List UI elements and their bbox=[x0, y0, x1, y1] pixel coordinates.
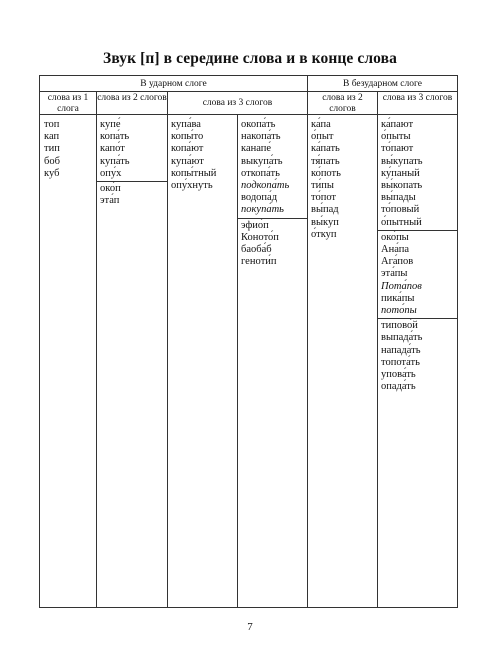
group-unstressed: В безударном слоге bbox=[343, 79, 422, 89]
word-item: топота́ть bbox=[381, 356, 420, 368]
word-item: купа́ют bbox=[171, 155, 204, 167]
word-item: топ bbox=[44, 119, 60, 130]
word-item: эта́пы bbox=[381, 268, 408, 280]
column-3-syllables-a bbox=[171, 119, 216, 192]
column-3-syllables-unstressed bbox=[381, 119, 457, 393]
word-item: око́пы bbox=[381, 231, 409, 243]
word-item: боб bbox=[44, 155, 60, 167]
column-3-syllables-b bbox=[241, 119, 307, 268]
word-item: выпада́ть bbox=[381, 332, 423, 344]
word-item: накопа́ть bbox=[241, 131, 281, 143]
word-item: око́п bbox=[100, 183, 121, 195]
word-item: ти́пы bbox=[311, 180, 334, 192]
column-2-syllables-unstressed bbox=[311, 119, 341, 241]
word-item: то́пают bbox=[381, 143, 414, 155]
word-item: типово́й bbox=[381, 320, 418, 332]
word-item: водопа́д bbox=[241, 192, 278, 204]
word-item: о́пыты bbox=[381, 131, 411, 143]
word-item: эфио́п bbox=[241, 219, 269, 231]
word-item: купе́ bbox=[100, 119, 121, 130]
header-3-syllables-stressed: слова из 3 слогов bbox=[202, 98, 273, 108]
word-item: генoти́п bbox=[241, 256, 277, 268]
word-item: откопа́ть bbox=[241, 167, 280, 179]
header-2-syllables-unstressed: слова из 2 слогов bbox=[322, 93, 363, 114]
column-1-syllable bbox=[44, 119, 60, 180]
column-2-syllables-stressed bbox=[100, 119, 166, 207]
word-item: покупа́ть bbox=[241, 204, 284, 216]
word-item: упова́ть bbox=[381, 369, 416, 381]
word-item: опу́х bbox=[100, 167, 122, 179]
word-item: подкопа́ть bbox=[241, 180, 290, 192]
word-item: вы́копать bbox=[381, 180, 423, 192]
word-item: баоба́б bbox=[241, 244, 272, 256]
word-item: Пота́пов bbox=[381, 280, 422, 292]
word-item: ка́пать bbox=[311, 143, 340, 155]
word-item: ка́па bbox=[311, 119, 331, 130]
word-item: о́пытный bbox=[381, 216, 422, 228]
word-item: копа́ть bbox=[100, 131, 130, 143]
page-number: 7 bbox=[247, 621, 253, 633]
word-item: опада́ть bbox=[381, 381, 416, 393]
group-stressed: В ударном слоге bbox=[140, 79, 207, 89]
word-item: напада́ть bbox=[381, 344, 421, 356]
word-item: ку́паный bbox=[381, 167, 420, 179]
word-item: ко́поть bbox=[311, 167, 341, 179]
word-item: окопа́ть bbox=[241, 119, 276, 130]
word-item: вы́пады bbox=[381, 192, 416, 204]
header-3-syllables-unstressed: слова из 3 слогов bbox=[382, 93, 453, 103]
word-item: Конoто́п bbox=[241, 231, 279, 243]
word-item: копа́ют bbox=[171, 143, 204, 155]
word-item: то́повый bbox=[381, 204, 420, 216]
word-item: вы́куп bbox=[311, 216, 339, 228]
header-2-syllables-stressed: слова из 2 слогов bbox=[97, 93, 167, 103]
word-item: купа́ва bbox=[171, 119, 201, 130]
word-item: кап bbox=[44, 131, 60, 143]
header-1-syllable: слова из 1 слога bbox=[47, 93, 89, 114]
word-item: купа́ть bbox=[100, 155, 130, 167]
word-item: капо́т bbox=[100, 143, 125, 155]
word-item: выкупа́ть bbox=[241, 155, 283, 167]
word-item: опу́хнуть bbox=[171, 180, 213, 192]
word-item: о́пыт bbox=[311, 131, 334, 143]
word-item: то́пот bbox=[311, 192, 337, 204]
word-item: эта́п bbox=[100, 195, 120, 207]
page-title: Звук [п] в середине слова и в конце слова bbox=[103, 50, 397, 67]
word-item: Ага́пов bbox=[381, 256, 414, 268]
word-item: канапе́ bbox=[241, 143, 272, 155]
word-item: копы́тный bbox=[171, 167, 217, 179]
word-item: пото́пы bbox=[381, 305, 417, 317]
word-item: копы́то bbox=[171, 131, 204, 143]
word-item: тя́пать bbox=[311, 155, 340, 167]
words-table bbox=[39, 75, 458, 608]
word-item: Ана́па bbox=[381, 244, 410, 256]
word-item: вы́пад bbox=[311, 204, 339, 216]
word-item: вы́купать bbox=[381, 155, 423, 167]
word-item: ка́пают bbox=[381, 119, 414, 130]
word-item: куб bbox=[44, 167, 60, 179]
word-item: о́ткуп bbox=[311, 228, 337, 240]
word-item: тип bbox=[44, 143, 60, 155]
word-item: пика́пы bbox=[381, 292, 415, 304]
